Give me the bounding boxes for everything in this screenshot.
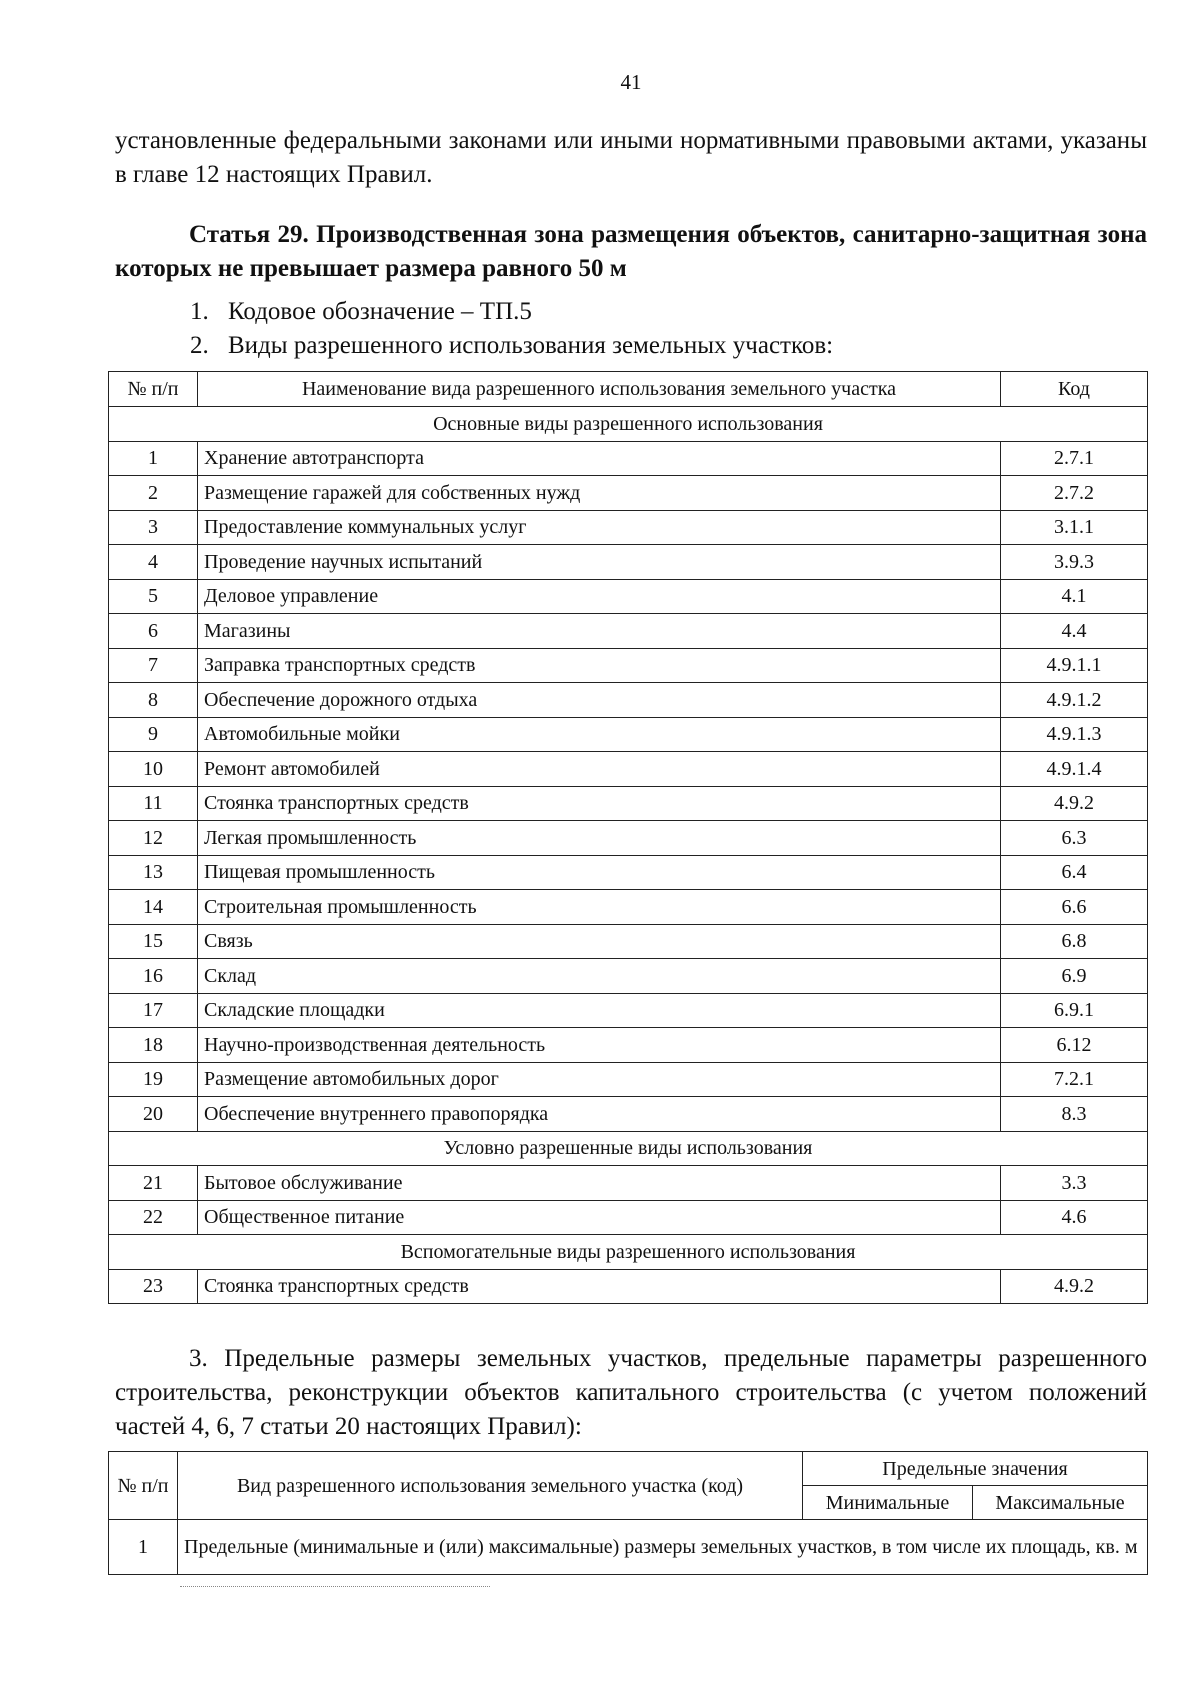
row-num: 10 (109, 752, 198, 787)
row-name: Хранение автотранспорта (198, 441, 1001, 476)
table-row (109, 683, 1148, 718)
table-row (109, 717, 1148, 752)
table-row (109, 890, 1148, 925)
row-code: 6.4 (1001, 855, 1148, 890)
row-num: 13 (109, 855, 198, 890)
row-code: 6.8 (1001, 924, 1148, 959)
row-name: Заправка транспортных средств (198, 648, 1001, 683)
row-name: Склад (198, 959, 1001, 994)
page-number: 41 (620, 70, 642, 94)
permitted-uses-table (108, 371, 1148, 1304)
row-num: 9 (109, 717, 198, 752)
limits-row-num: 1 (109, 1520, 178, 1575)
row-name: Проведение научных испытаний (198, 545, 1001, 580)
header-code: Код (1001, 372, 1148, 407)
table-row (109, 993, 1148, 1028)
permitted-uses-body (109, 407, 1148, 1304)
table-row (109, 476, 1148, 511)
row-num: 11 (109, 786, 198, 821)
row-num: 7 (109, 648, 198, 683)
limits-row (109, 1520, 1148, 1575)
row-name: Общественное питание (198, 1200, 1001, 1235)
row-name: Ремонт автомобилей (198, 752, 1001, 787)
list-item-text: Кодовое обозначение – ТП.5 (228, 298, 532, 325)
table-row (109, 648, 1148, 683)
row-num: 20 (109, 1097, 198, 1132)
table-row (109, 510, 1148, 545)
section-row (109, 1131, 1148, 1166)
row-code: 6.6 (1001, 890, 1148, 925)
row-num: 3 (109, 510, 198, 545)
row-num: 21 (109, 1166, 198, 1201)
row-name: Размещение гаражей для собственных нужд (198, 476, 1001, 511)
limits-row-text: Предельные (минимальные и (или) максимальные) размеры земельных участков, в том числе их площадь, кв. м (178, 1520, 1148, 1575)
table-row (109, 1062, 1148, 1097)
row-code: 6.12 (1001, 1028, 1148, 1063)
row-num: 16 (109, 959, 198, 994)
row-name: Автомобильные мойки (198, 717, 1001, 752)
row-code: 3.1.1 (1001, 510, 1148, 545)
row-name: Предоставление коммунальных услуг (198, 510, 1001, 545)
row-name: Пищевая промышленность (198, 855, 1001, 890)
section-title: Вспомогательные виды разрешенного использования (109, 1235, 1148, 1270)
row-num: 23 (109, 1269, 198, 1304)
row-num: 8 (109, 683, 198, 718)
row-num: 14 (109, 890, 198, 925)
row-code: 4.4 (1001, 614, 1148, 649)
row-code: 6.3 (1001, 821, 1148, 856)
table-row (109, 752, 1148, 787)
row-name: Строительная промышленность (198, 890, 1001, 925)
row-code: 4.9.1.3 (1001, 717, 1148, 752)
row-num: 5 (109, 579, 198, 614)
list-item-number: 1. (190, 298, 209, 325)
table-row (109, 579, 1148, 614)
row-num: 2 (109, 476, 198, 511)
list-item-permitted-uses (190, 330, 833, 362)
list-item-text: Виды разрешенного использования земельных участков: (228, 332, 834, 359)
limits-header-num: № п/п (109, 1452, 178, 1520)
row-num: 18 (109, 1028, 198, 1063)
row-code: 4.1 (1001, 579, 1148, 614)
limits-header-max: Максимальные (973, 1486, 1148, 1520)
table-row (109, 855, 1148, 890)
row-name: Складские площадки (198, 993, 1001, 1028)
table-row (109, 1269, 1148, 1304)
header-name: Наименование вида разрешенного использования земельного участка (198, 372, 1001, 407)
table-row (109, 1097, 1148, 1132)
table-header-row (109, 372, 1148, 407)
row-code: 8.3 (1001, 1097, 1148, 1132)
row-name: Магазины (198, 614, 1001, 649)
table-row (109, 441, 1148, 476)
section3-paragraph: 3. Предельные размеры земельных участков, предельные параметры разрешенного строительства, реконструкции объектов капитального строительства (с учетом положений частей 4, 6, 7 статьи 20 настоящих Правил): (115, 1345, 1147, 1440)
row-code: 4.9.2 (1001, 786, 1148, 821)
row-code: 2.7.1 (1001, 441, 1148, 476)
list-item-code-designation (190, 296, 532, 328)
limits-header-values: Предельные значения (803, 1452, 1148, 1486)
row-code: 3.3 (1001, 1166, 1148, 1201)
row-name: Обеспечение внутреннего правопорядка (198, 1097, 1001, 1132)
limits-header-min: Минимальные (803, 1486, 973, 1520)
row-name: Размещение автомобильных дорог (198, 1062, 1001, 1097)
row-name: Деловое управление (198, 579, 1001, 614)
row-num: 17 (109, 993, 198, 1028)
limits-header-row (109, 1452, 1148, 1486)
row-code: 6.9 (1001, 959, 1148, 994)
section-title: Основные виды разрешенного использования (109, 407, 1148, 442)
table-row (109, 924, 1148, 959)
list-item-number: 2. (190, 332, 209, 359)
row-name: Стоянка транспортных средств (198, 786, 1001, 821)
row-num: 22 (109, 1200, 198, 1235)
row-code: 4.6 (1001, 1200, 1148, 1235)
section-row (109, 1235, 1148, 1270)
row-code: 4.9.2 (1001, 1269, 1148, 1304)
header-num: № п/п (109, 372, 198, 407)
table-row (109, 1200, 1148, 1235)
table-row (109, 959, 1148, 994)
table-row (109, 1028, 1148, 1063)
limits-table (108, 1451, 1148, 1575)
row-num: 19 (109, 1062, 198, 1097)
row-code: 4.9.1.4 (1001, 752, 1148, 787)
intro-paragraph: установленные федеральными законами или иными нормативными правовыми актами, указаны в главе 12 настоящих Правил. (115, 127, 1147, 188)
table-row (109, 1166, 1148, 1201)
row-num: 4 (109, 545, 198, 580)
row-code: 7.2.1 (1001, 1062, 1148, 1097)
table-row (109, 545, 1148, 580)
row-num: 1 (109, 441, 198, 476)
row-name: Бытовое обслуживание (198, 1166, 1001, 1201)
row-name: Научно-производственная деятельность (198, 1028, 1001, 1063)
section-title: Условно разрешенные виды использования (109, 1131, 1148, 1166)
row-code: 6.9.1 (1001, 993, 1148, 1028)
row-code: 4.9.1.1 (1001, 648, 1148, 683)
table-row (109, 614, 1148, 649)
section-row (109, 407, 1148, 442)
limits-header-name: Вид разрешенного использования земельного участка (код) (178, 1452, 803, 1520)
row-num: 6 (109, 614, 198, 649)
article-heading: Статья 29. Производственная зона размещения объектов, санитарно-защитная зона которых не превышает размера равного 50 м (115, 221, 1147, 282)
row-name: Обеспечение дорожного отдыха (198, 683, 1001, 718)
row-num: 15 (109, 924, 198, 959)
table-row (109, 821, 1148, 856)
page-cut-line (180, 1586, 490, 1587)
row-code: 3.9.3 (1001, 545, 1148, 580)
row-name: Легкая промышленность (198, 821, 1001, 856)
row-name: Связь (198, 924, 1001, 959)
row-code: 4.9.1.2 (1001, 683, 1148, 718)
row-code: 2.7.2 (1001, 476, 1148, 511)
row-name: Стоянка транспортных средств (198, 1269, 1001, 1304)
table-row (109, 786, 1148, 821)
row-num: 12 (109, 821, 198, 856)
